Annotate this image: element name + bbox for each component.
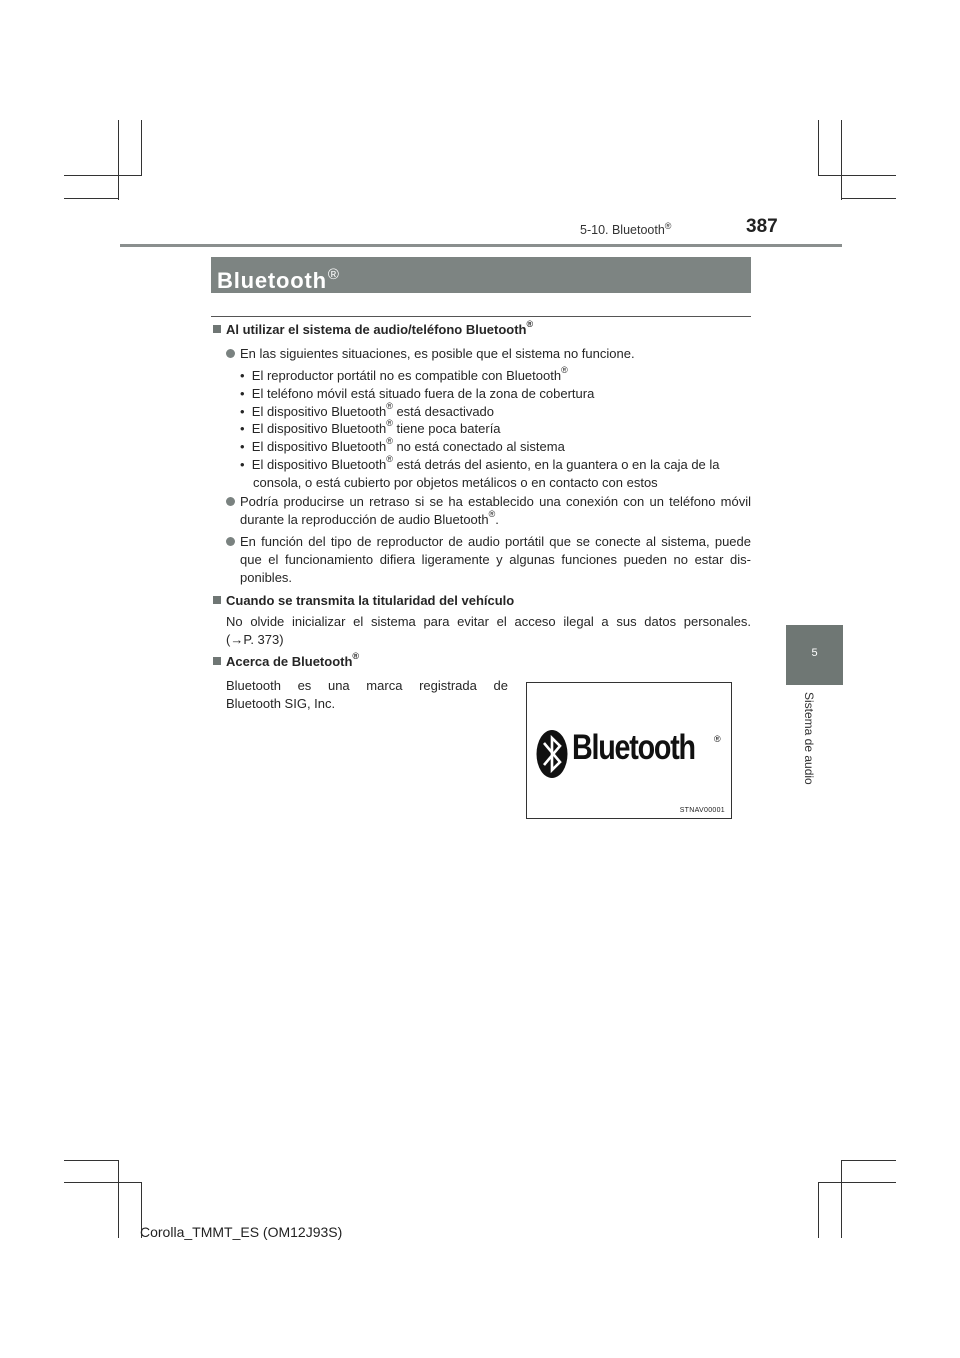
section-heading-about: Acerca de Bluetooth®	[213, 653, 359, 671]
registered-mark: ®	[714, 734, 721, 744]
square-bullet-icon	[213, 596, 221, 604]
page-title: Bluetooth	[217, 268, 327, 293]
page-reference-link[interactable]: (→P. 373)	[226, 632, 284, 647]
list-item: • El dispositivo Bluetooth® está detrás del asiento, en la guantera o en la caja de la	[240, 453, 720, 472]
ownership-text: No olvide inicializar el sistema para evitar el acceso ilegal a sus datos personales. (→P. 373)	[226, 614, 751, 647]
square-bullet-icon	[213, 657, 221, 665]
list-item: • El dispositivo Bluetooth® tiene poca batería	[240, 417, 501, 436]
round-bullet-icon	[226, 537, 235, 546]
list-item: • El dispositivo Bluetooth® está desactivado	[240, 400, 495, 419]
header-rule	[120, 244, 842, 247]
section-heading-usage: Al utilizar el sistema de audio/teléfono Bluetooth®	[213, 321, 533, 339]
page-number: 387	[746, 216, 778, 237]
section-heading-ownership: Cuando se transmita la titularidad del vehículo	[213, 592, 514, 610]
chapter-label: Sistema de audio	[802, 692, 816, 785]
list-item: • El teléfono móvil está situado fuera de la zona de cobertura	[240, 386, 595, 401]
page-title-bar: Bluetooth®	[211, 257, 751, 293]
chapter-number: 5	[811, 647, 818, 659]
bullet-delay: Podría producirse un retraso si se ha establecido una conexión con un teléfono móvil durante la reproducción de audio Bluetooth®.	[240, 494, 751, 527]
bullet-portable-player: En función del tipo de reproductor de audio portátil que se conecte al sistema, puede que el funcionamiento difiera ligeramente y algunas funciones pueden no estar dis- ponibles.	[240, 534, 751, 585]
running-header-section: 5-10. Bluetooth®	[580, 221, 672, 238]
square-bullet-icon	[213, 325, 221, 333]
list-item-continuation: consola, o está cubierto por objetos metálicos o en contacto con estos	[253, 475, 658, 490]
footer-model-code: Corolla_TMMT_ES (OM12J93S)	[140, 1224, 343, 1240]
chapter-tab	[786, 625, 843, 685]
bluetooth-wordmark: Bluetooth	[572, 728, 695, 767]
bullet-intro: En las siguientes situaciones, es posible que el sistema no funcione.	[240, 346, 635, 361]
round-bullet-icon	[226, 349, 235, 358]
list-item: • El dispositivo Bluetooth® no está conectado al sistema	[240, 435, 565, 454]
round-bullet-icon	[226, 497, 235, 506]
section-rule	[211, 316, 751, 317]
about-text: Bluetooth es una marca registrada de Bluetooth SIG, Inc.	[226, 678, 508, 711]
figure-code: STNAV00001	[679, 807, 725, 814]
bluetooth-logo-figure	[526, 682, 732, 819]
list-item: • El reproductor portátil no es compatible con Bluetooth®	[240, 364, 568, 383]
